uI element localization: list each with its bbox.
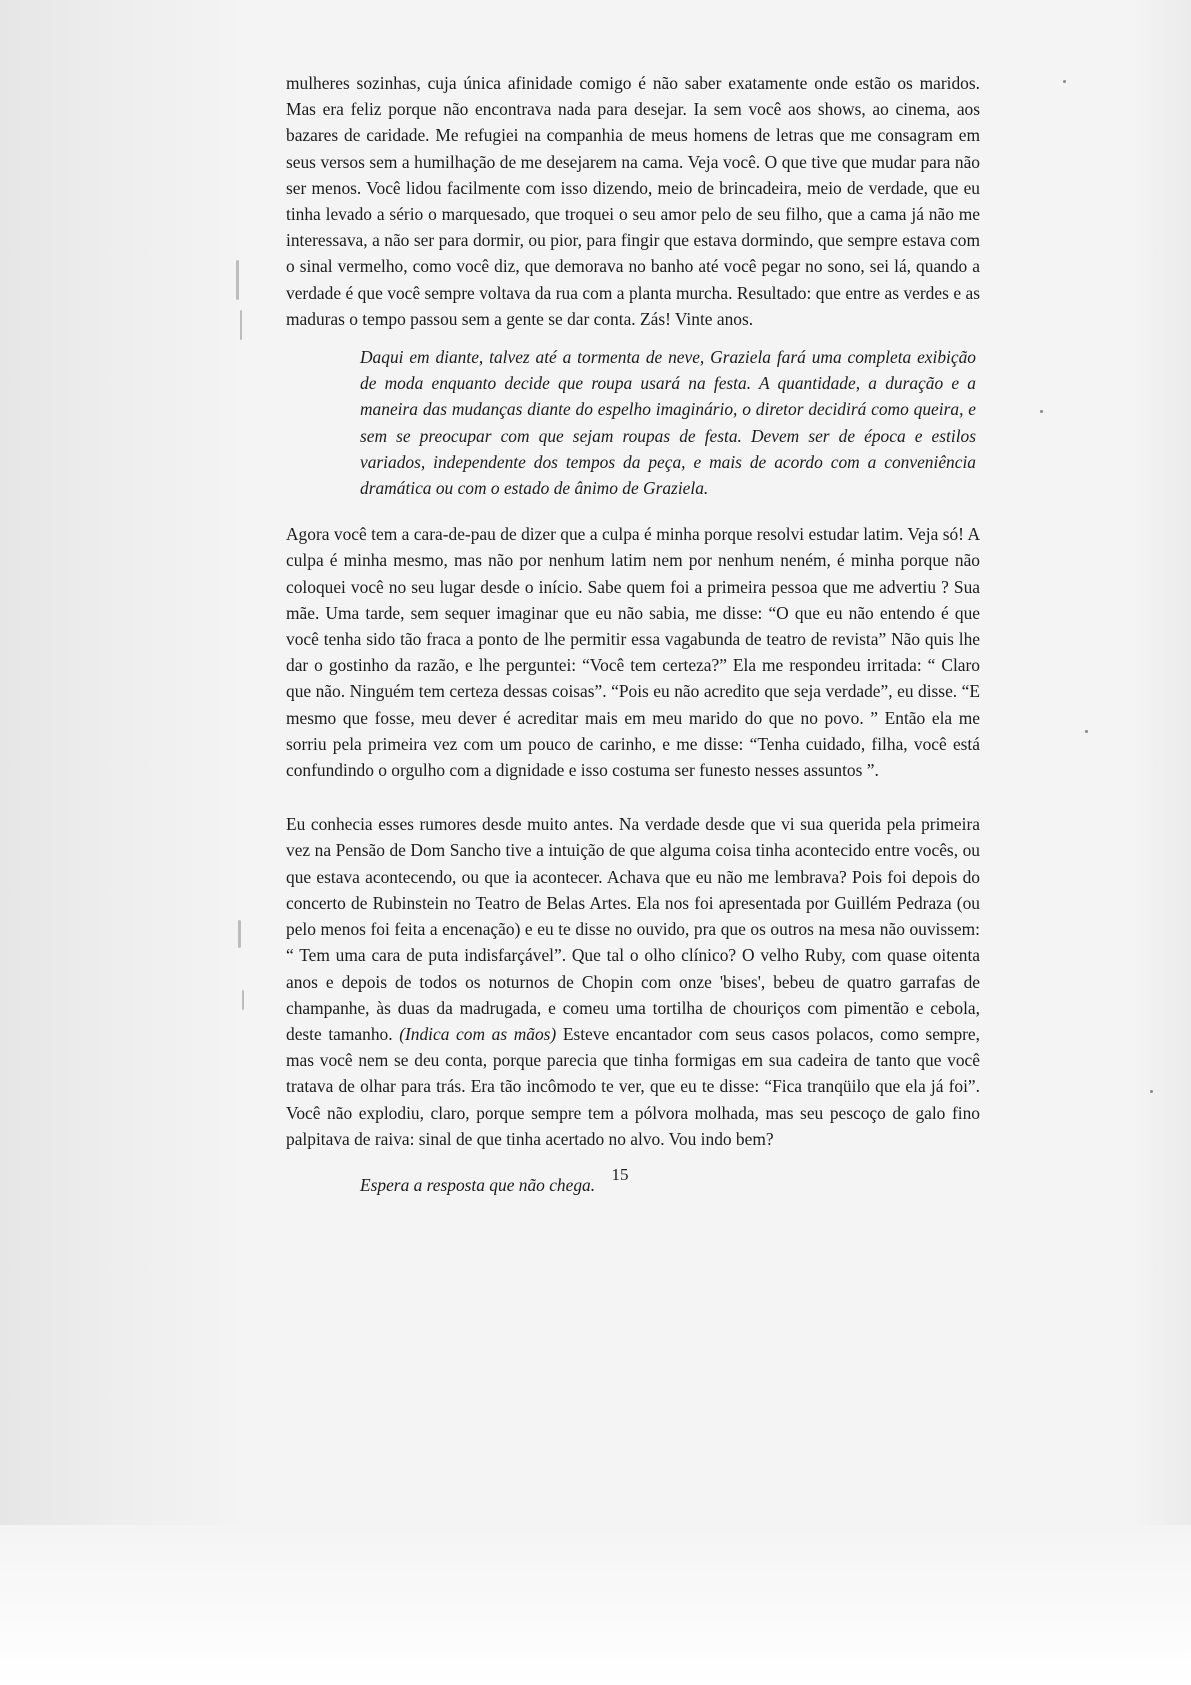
- page-bottom-fade: [0, 1525, 1191, 1685]
- paragraph-2: Agora você tem a cara-de-pau de dizer que a culpa é minha porque resolvi estudar latim. Veja só! A culpa é minha mesmo, mas não por nenhum latim nem por nenhum neném, é minha porque não coloquei você no seu lugar desde o início. Sabe quem foi a primeira pessoa que me advertiu ? Sua mãe. Uma tarde, sem sequer imaginar que eu não sabia, me disse: “O que eu não entendo é que você tenha sido tão fraca a ponto de lhe permitir essa vagabunda de teatro de revista” Não quis lhe dar o gostinho da razão, e lhe perguntei: “Você tem certeza?” Ela me respondeu irritada: “ Claro que não. Ninguém tem certeza dessas coisas”. “Pois eu não acredito que seja verdade”, eu disse. “E mesmo que fosse, meu dever é acreditar mais em meu marido do que no povo. ” Então ela me sorriu pela primeira vez com um pouco de carinho, e me disse: “Tenha cuidado, filha, você está confundindo o orgulho com a dignidade e isso costuma ser funesto nesses assuntos ”.: [286, 524, 980, 781]
- scan-mark: [238, 920, 241, 948]
- scan-speck: [1063, 80, 1066, 83]
- scan-speck: [1085, 730, 1088, 733]
- page-number: 15: [611, 1165, 629, 1184]
- scan-speck: [1040, 410, 1043, 413]
- page-edge-shadow: [1131, 0, 1191, 1685]
- paragraph-1: mulheres sozinhas, cuja única afinidade comigo é não saber exatamente onde estão os maridos. Mas era feliz porque não encontrava nada para desejar. Ia sem você aos shows, ao cinema, aos bazares de caridade. Me refugiei na companhia de meus homens de letras que me consagram em seus versos sem a humilhação de me desejarem na cama. Veja você. O que tive que mudar para não ser menos. Você lidou facilmente com isso dizendo, meio de brincadeira, meio de verdade, que eu tinha levado a sério o marquesado, que troquei o seu amor pelo de seu filho, que a cama já não me interessava, a não ser para dormir, ou pior, para fingir que estava dormindo, que sempre estava com o sinal vermelho, como você diz, que demorava no banho até você pegar no sono, sei lá, quando a verdade é que você sempre voltava da rua com a planta murcha. Resultado: que entre as verdes e as maduras o tempo passou sem a gente se dar conta. Zás! Vinte anos.: [286, 73, 980, 329]
- document-body: [286, 70, 980, 1198]
- stage-direction-1: Daqui em diante, talvez até a tormenta de neve, Graziela fará uma completa exibição de moda enquanto decide que roupa usará na festa. A quantidade, a duração e a maneira das mudanças diante do espelho imaginário, o diretor decidirá como queira, e sem se preocupar com que sejam roupas de festa. Devem ser de época e estilos variados, independente dos tempos da peça, e mais de acordo com a conveniência dramática ou com o estado de ânimo de Graziela.: [360, 347, 976, 499]
- scan-mark: [236, 260, 239, 300]
- scan-mark: [242, 990, 244, 1010]
- scan-speck: [1150, 1090, 1153, 1093]
- binding-shadow: [0, 0, 250, 1685]
- inline-stage-direction: (Indica com as mãos): [399, 1023, 557, 1044]
- paragraph-3: [286, 811, 980, 1152]
- stage-direction-2: Espera a resposta que não chega.: [360, 1174, 596, 1195]
- paragraph-3-text-a: Eu conhecia esses rumores desde muito antes. Na verdade desde que vi sua querida pela primeira vez na Pensão de Dom Sancho tive a intuição de que alguma coisa tinha acontecido entre vocês, ou que estava acontecendo, ou que ia acontecer. Achava que eu não me lembrava? Pois foi depois do concerto de Rubinstein no Teatro de Belas Artes. Ela nos foi apresentada por Guillém Pedraza (ou pelo menos foi feita a encenação) e eu te disse no ouvido, pra que os outros na mesa não ouvissem: “ Tem uma cara de puta indisfarçável”. Que tal o olho clínico? O velho Ruby, com quase oitenta anos e depois de todos os noturnos de Chopin com onze 'bises', bebeu de quatro garrafas de champanhe, às duas da madrugada, e comeu uma tortilha de chouriços com pimentão e cebola, deste tamanho.: [286, 814, 980, 1044]
- scan-mark: [240, 310, 242, 340]
- paragraph-3-text-b: Esteve encantador com seus casos polacos, como sempre, mas você nem se deu conta, porque parecia que tinha formigas em sua cadeira de tanto que você tratava de olhar para trás. Era tão incômodo te ver, que eu te disse: “Fica tranqüilo que ela já foi”. Você não explodiu, claro, porque sempre tem a pólvora molhada, mas seu pescoço de galo fino palpitava de raiva: sinal de que tinha acertado no alvo. Vou indo bem?: [286, 1023, 980, 1149]
